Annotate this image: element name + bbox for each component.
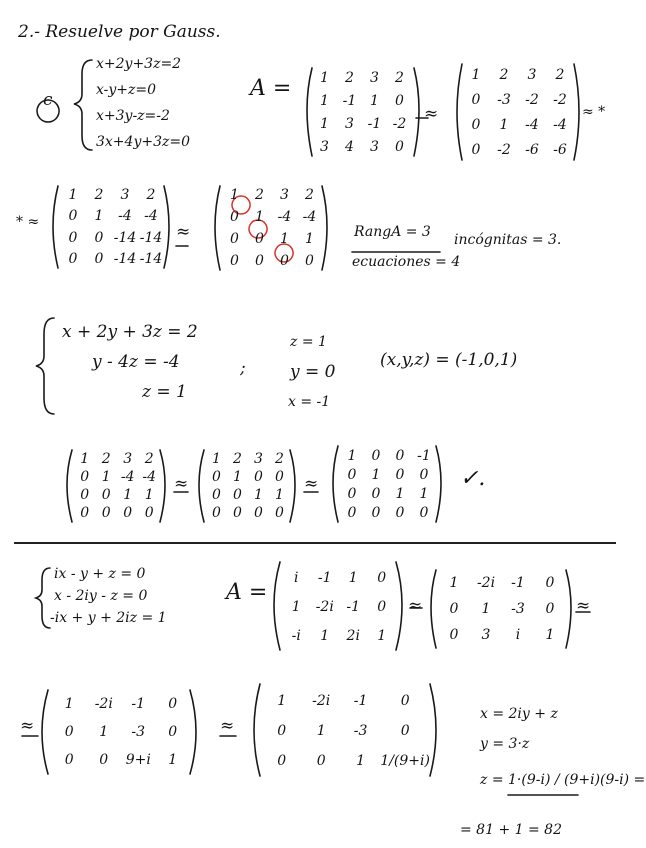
matrix-cell: -3 xyxy=(511,601,525,617)
bracket-right xyxy=(396,562,402,650)
matrix-cell: 1 xyxy=(471,66,481,83)
matrix-cell: -2i xyxy=(476,575,496,591)
matrix-cell: -1 xyxy=(342,92,357,109)
matrix-cell: 2 xyxy=(345,69,354,86)
bracket-right xyxy=(164,186,169,268)
matrix-cell: 0 xyxy=(395,466,405,483)
bracket-right xyxy=(322,186,327,270)
matrix-cell: -14 xyxy=(139,229,163,246)
brace-c xyxy=(74,60,92,150)
matrix-cell: 1 xyxy=(395,485,405,502)
matrix-cell: -14 xyxy=(113,251,137,268)
solution-value: y = 0 xyxy=(290,362,336,382)
matrix-cell: -2i xyxy=(94,696,113,712)
matrix-cell: -14 xyxy=(139,251,163,268)
matrix-cell: 0 xyxy=(254,505,263,521)
matrix-cell: 0 xyxy=(275,469,284,485)
matrix-cell: 0 xyxy=(371,485,381,502)
check-mark: ✓. xyxy=(460,466,486,491)
matrix-cell: 3 xyxy=(254,451,263,467)
matrix-cell: 0 xyxy=(471,91,481,108)
part-c-label: c xyxy=(43,90,53,110)
matrix-cell: 0 xyxy=(80,487,90,503)
matrix-cell: 1 xyxy=(275,487,284,503)
bracket-left xyxy=(431,570,436,648)
matrix-d xyxy=(222,184,322,272)
matrix-cell: 0 xyxy=(64,724,74,740)
matrix-cell: 0 xyxy=(277,723,287,739)
matrix-cell: 0 xyxy=(280,253,289,269)
matrix-cell: 2 xyxy=(395,69,404,86)
matrix-cell: 1 xyxy=(94,208,104,225)
matrix-cell: 2 xyxy=(233,451,242,467)
matrix-cell: 0 xyxy=(449,601,459,617)
matrix-cell: i xyxy=(515,627,521,643)
matrix-cell: 0 xyxy=(212,505,221,521)
bracket-right xyxy=(574,64,579,160)
matrix-cell: -2i xyxy=(312,693,331,709)
matrix-cell: 9+i xyxy=(125,752,151,768)
matrix-cell: 0 xyxy=(347,466,357,483)
matrix-cell: 3 xyxy=(370,69,379,86)
matrix-cell: -3 xyxy=(353,723,368,739)
matrix-cell: -4 xyxy=(118,208,132,225)
matrix-cell: -4 xyxy=(142,469,157,485)
bracket-right xyxy=(160,450,165,522)
equations-count: ecuaciones = 4 xyxy=(352,254,461,270)
matrix-cell: 3 xyxy=(123,451,133,467)
matrix-cell: 0 xyxy=(545,601,555,617)
equation: x+2y+3z=2 xyxy=(96,56,182,72)
matrix-cell: 1 xyxy=(356,753,366,769)
matrix-cell: 0 xyxy=(400,723,410,739)
matrix-cell: 0 xyxy=(275,505,284,521)
matrix-cell: 3 xyxy=(120,186,130,203)
check-matrix xyxy=(74,450,160,522)
matrix-cell: 0 xyxy=(68,229,78,246)
matrix-cell: 1 xyxy=(99,724,109,740)
matrix-cell: 2 xyxy=(275,451,284,467)
brace-system xyxy=(36,318,54,414)
equation: x+3y-z=-2 xyxy=(96,108,170,124)
brace-d xyxy=(36,568,50,628)
bracket-right xyxy=(414,68,419,156)
matrix-cell: 0 xyxy=(230,209,239,225)
approx-sign: ≈ xyxy=(176,222,191,242)
matrix-cell: -6 xyxy=(525,141,539,158)
matrix-b xyxy=(438,570,566,648)
matrix-cell: 3 xyxy=(320,138,329,155)
matrix-cell: 1 xyxy=(144,487,154,503)
matrix-cell: 0 xyxy=(123,505,133,521)
separator: ; xyxy=(240,358,246,378)
rank-label: RangA = 3 xyxy=(354,224,431,240)
matrix-d xyxy=(262,686,430,776)
matrix-cell: 0 xyxy=(449,627,459,643)
matrix-cell: 0 xyxy=(212,487,221,503)
matrix-cell: 2 xyxy=(101,451,111,467)
solution-triple: (x,y,z) = (-1,0,1) xyxy=(380,350,518,370)
matrix-cell: 0 xyxy=(419,466,429,483)
matrix-cell: -4 xyxy=(277,209,292,225)
matrix-cell: 1 xyxy=(320,627,330,644)
matrix-cell: 0 xyxy=(471,116,481,133)
matrix-cell: 1 xyxy=(254,487,263,503)
result-line: x = 2iy + z xyxy=(480,706,558,722)
matrix-cell: -4 xyxy=(525,116,539,133)
matrix-cell: -2 xyxy=(392,115,407,132)
matrix-cell: 0 xyxy=(347,504,357,521)
bracket-left xyxy=(274,562,280,650)
matrix-cell: 0 xyxy=(277,753,287,769)
bracket-left xyxy=(53,186,58,268)
bracket-right xyxy=(566,570,571,648)
matrix-cell: 2i xyxy=(346,627,360,644)
matrix-cell: 1 xyxy=(277,693,287,709)
result-line: = 81 + 1 = 82 xyxy=(460,822,562,838)
matrix-cell: -2 xyxy=(497,141,511,158)
matrix-cell: -4 xyxy=(144,208,158,225)
bracket-left xyxy=(42,690,48,774)
matrix-cell: 1 xyxy=(68,186,78,203)
matrix-a xyxy=(312,66,412,158)
matrix-b xyxy=(462,62,574,162)
matrix-cell: -4 xyxy=(553,116,567,133)
matrix-cell: 0 xyxy=(400,693,410,709)
matrix-cell: 1 xyxy=(230,187,239,203)
bracket-left xyxy=(215,186,220,270)
matrix-cell: 1 xyxy=(64,696,74,712)
matrix-cell: -4 xyxy=(120,469,135,485)
matrix-cell: 0 xyxy=(230,231,239,247)
matrix-cell: 0 xyxy=(419,504,429,521)
matrix-cell: -3 xyxy=(497,91,511,108)
matrix-cell: 1 xyxy=(212,451,221,467)
matrix-cell: 1 xyxy=(101,469,111,485)
equation: ix - y + z = 0 xyxy=(54,566,146,582)
unknowns-count: incógnitas = 3. xyxy=(454,232,562,248)
matrix-cell: 1 xyxy=(316,723,326,739)
matrix-cell: 1 xyxy=(233,469,242,485)
matrix-cell: 1 xyxy=(320,115,329,132)
matrix-cell: -3 xyxy=(131,724,146,740)
matrix-cell: -1 xyxy=(367,115,382,132)
matrix-cell: 1 xyxy=(545,627,555,643)
matrix-cell: 2 xyxy=(255,187,264,203)
matrix-cell: 0 xyxy=(80,469,90,485)
matrix-cell: 2 xyxy=(144,451,154,467)
matrix-cell: 3 xyxy=(280,187,289,203)
matrix-cell: 0 xyxy=(94,229,104,246)
equation: 3x+4y+3z=0 xyxy=(96,134,191,150)
solution-value: z = 1 xyxy=(290,334,327,350)
matrix-cell: 1 xyxy=(370,92,379,109)
matrix-cell: 0 xyxy=(347,485,357,502)
matrix-cell: 0 xyxy=(168,696,178,712)
bracket-left xyxy=(199,450,204,522)
bracket-right xyxy=(190,690,196,774)
matrix-cell: -2i xyxy=(315,598,334,615)
system-equation: x + 2y + 3z = 2 xyxy=(62,322,198,342)
matrix-cell: 0 xyxy=(212,469,221,485)
matrix-cell: 1/(9+i) xyxy=(380,753,430,769)
matrix-a-label: A = xyxy=(250,76,292,101)
matrix-cell: 2 xyxy=(94,186,104,203)
matrix-cell: 1 xyxy=(123,487,133,503)
matrix-cell: 0 xyxy=(371,504,381,521)
matrix-cell: -4 xyxy=(302,209,317,225)
matrix-cell: 1 xyxy=(377,627,387,644)
matrix-cell: -1 xyxy=(511,575,525,591)
result-line: y = 3·z xyxy=(480,736,530,752)
result-line: z = 1·(9-i) / (9+i)(9-i) = xyxy=(480,772,646,788)
approx-sign: ≈ xyxy=(424,104,439,124)
matrix-cell: 1 xyxy=(255,209,264,225)
approx-sign: ≈ xyxy=(220,716,235,736)
matrix-cell: 1 xyxy=(449,575,459,591)
approx-sign: ≈ xyxy=(20,716,35,736)
matrix-cell: 0 xyxy=(233,505,242,521)
matrix-cell: -1 xyxy=(131,696,146,712)
matrix-cell: 0 xyxy=(233,487,242,503)
matrix-cell: 3 xyxy=(527,66,537,83)
system-equation: y - 4z = -4 xyxy=(92,352,180,372)
matrix-cell: 0 xyxy=(395,138,404,155)
matrix-cell: 0 xyxy=(101,487,111,503)
matrix-cell: 0 xyxy=(144,505,154,521)
exercise-title: 2.- Resuelve por Gauss. xyxy=(18,22,221,42)
matrix-cell: 2 xyxy=(555,66,565,83)
matrix-cell: 1 xyxy=(347,447,357,464)
matrix-cell: 1 xyxy=(320,92,329,109)
matrix-cell: 2 xyxy=(305,187,314,203)
matrix-cell: 4 xyxy=(345,138,354,155)
matrix-cell: 1 xyxy=(481,601,491,617)
matrix-cell: 0 xyxy=(316,753,326,769)
matrix-cell: 0 xyxy=(254,469,263,485)
matrix-cell: 1 xyxy=(291,598,301,615)
matrix-cell: 0 xyxy=(371,447,381,464)
bracket-right xyxy=(430,684,436,776)
equation: x-y+z=0 xyxy=(96,82,157,98)
matrix-cell: -1 xyxy=(417,447,431,464)
matrix-cell: 0 xyxy=(545,575,555,591)
approx-sign: ≈ xyxy=(174,474,189,494)
matrix-cell: -6 xyxy=(553,141,567,158)
matrix-cell: i xyxy=(294,570,299,587)
matrix-cell: 0 xyxy=(377,598,387,615)
bracket-left xyxy=(333,446,338,522)
matrix-cell: 0 xyxy=(94,251,104,268)
bracket-left xyxy=(254,684,260,776)
matrix-cell: 0 xyxy=(101,505,111,521)
matrix-cell: 0 xyxy=(255,253,264,269)
matrix-cell: -2 xyxy=(553,91,567,108)
matrix-cell: -1 xyxy=(353,693,368,709)
bracket-right xyxy=(436,446,441,522)
section-divider xyxy=(14,542,616,544)
matrix-cell: 1 xyxy=(168,752,178,768)
approx-sign: ≈ xyxy=(408,596,423,616)
matrix-cell: 1 xyxy=(305,231,314,247)
matrix-c xyxy=(52,690,190,774)
solution-value: x = -1 xyxy=(288,394,331,410)
matrix-cell: 0 xyxy=(99,752,109,768)
matrix-cell: 0 xyxy=(471,141,481,158)
matrix-cell: -2 xyxy=(525,91,539,108)
matrix-cell: 3 xyxy=(481,627,491,643)
approx-sign: ≈ xyxy=(576,596,591,616)
matrix-cell: 1 xyxy=(348,570,358,587)
matrix-cell: 3 xyxy=(370,138,379,155)
matrix-a xyxy=(282,564,396,650)
matrix-cell: 1 xyxy=(320,69,329,86)
matrix-cell: 1 xyxy=(499,116,509,133)
check-matrix xyxy=(340,446,436,522)
matrix-cell: 2 xyxy=(146,186,156,203)
approx-sign: ≈ xyxy=(304,474,319,494)
matrix-cell: 0 xyxy=(255,231,264,247)
matrix-cell: 1 xyxy=(80,451,90,467)
matrix-cell: 0 xyxy=(377,570,387,587)
matrix-cell: -1 xyxy=(346,598,361,615)
approx-star: ≈ * xyxy=(582,104,606,120)
matrix-cell: 0 xyxy=(305,253,314,269)
matrix-cell: -1 xyxy=(317,570,332,587)
matrix-a-label: A = xyxy=(226,580,268,605)
matrix-cell: 1 xyxy=(419,485,429,502)
check-matrix xyxy=(206,450,290,522)
system-equation: z = 1 xyxy=(142,382,187,402)
matrix-cell: 0 xyxy=(395,447,405,464)
bracket-right xyxy=(290,450,295,522)
matrix-cell: -i xyxy=(291,627,301,644)
matrix-cell: 0 xyxy=(230,253,239,269)
matrix-cell: 0 xyxy=(395,504,405,521)
matrix-cell: 0 xyxy=(168,724,178,740)
matrix-cell: 0 xyxy=(64,752,74,768)
bracket-left xyxy=(67,450,72,522)
star-approx: * ≈ xyxy=(16,214,40,230)
equation: -ix + y + 2iz = 1 xyxy=(50,610,167,626)
matrix-cell: 0 xyxy=(68,208,78,225)
matrix-cell: 0 xyxy=(395,92,404,109)
matrix-cell: 0 xyxy=(80,505,90,521)
matrix-cell: 1 xyxy=(280,231,289,247)
matrix-cell: 2 xyxy=(499,66,509,83)
matrix-c xyxy=(60,184,164,270)
matrix-cell: 1 xyxy=(371,466,381,483)
equation: x - 2iy - z = 0 xyxy=(54,588,148,604)
matrix-cell: 0 xyxy=(68,251,78,268)
matrix-cell: 3 xyxy=(345,115,354,132)
matrix-cell: -14 xyxy=(113,229,137,246)
